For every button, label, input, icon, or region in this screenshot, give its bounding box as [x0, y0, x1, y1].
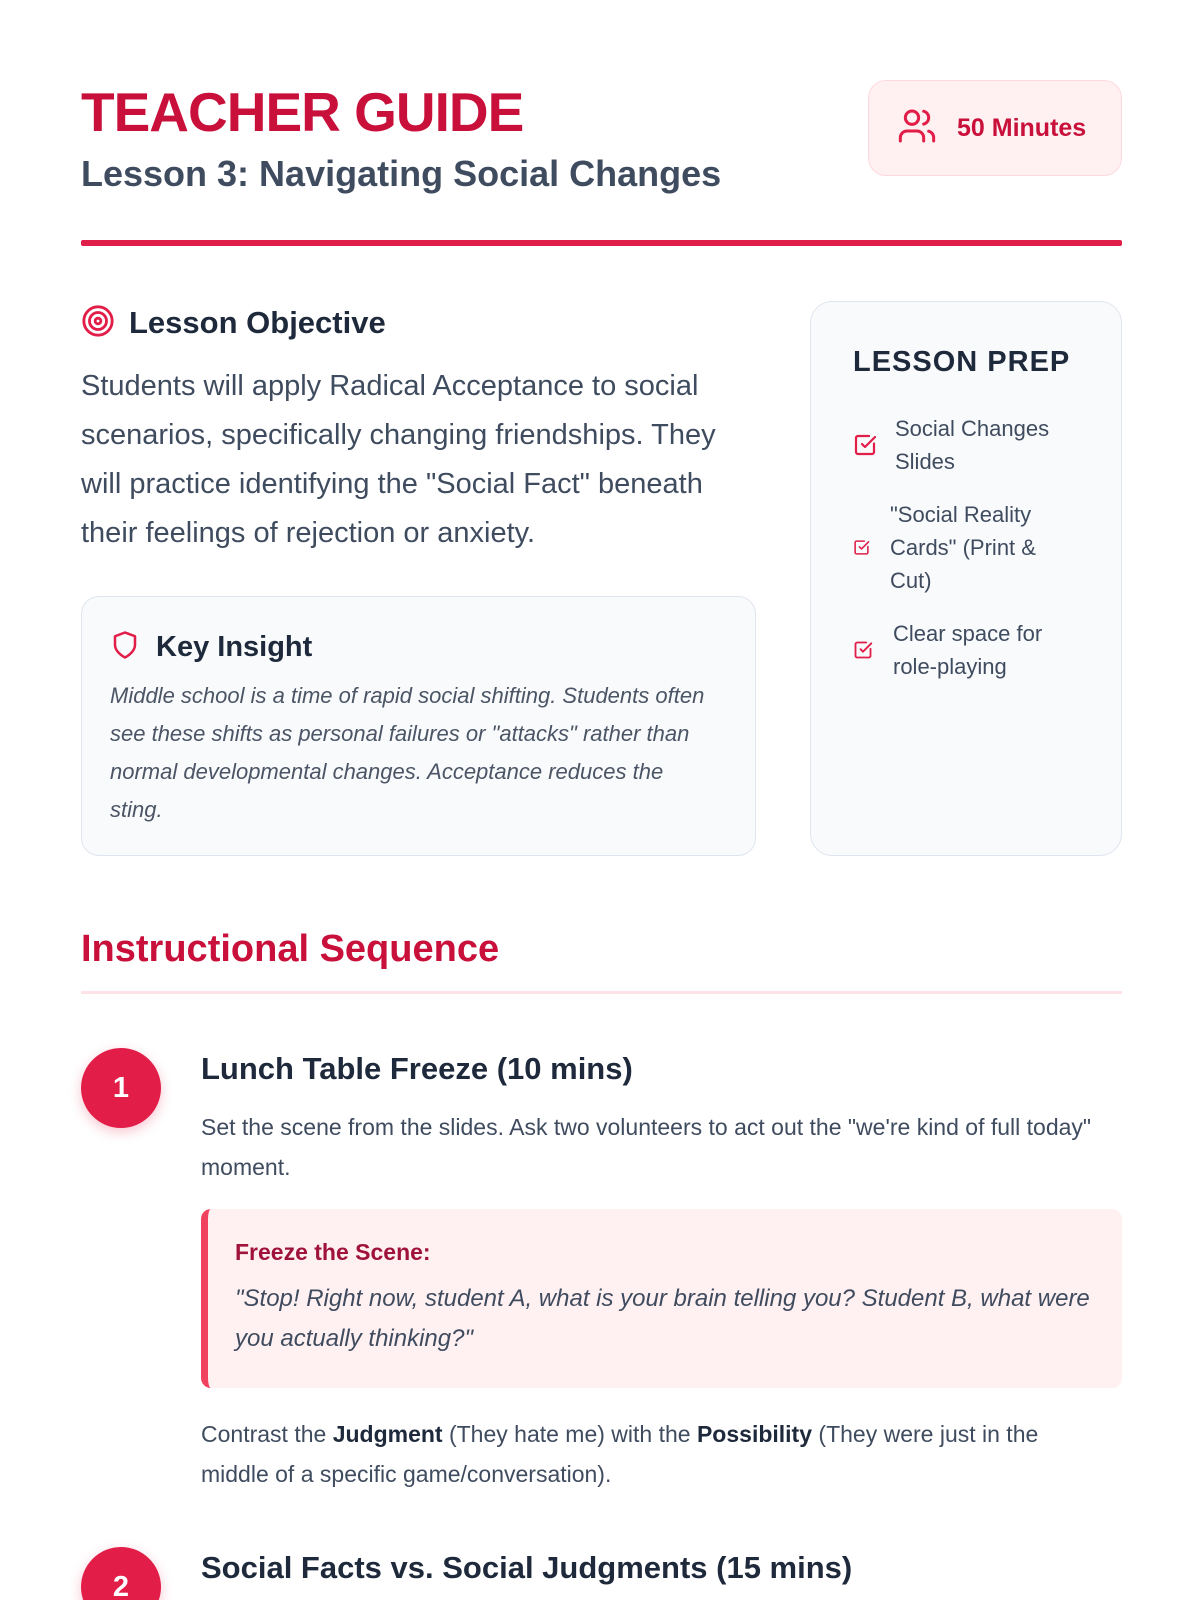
header-divider	[81, 240, 1122, 246]
step-text: Set the scene from the slides. Ask two volunteers to act out the "we're kind of full today" moment.	[201, 1114, 1092, 1180]
prep-item-label: "Social Reality Cards" (Print & Cut)	[890, 502, 1036, 593]
shield-icon	[110, 629, 140, 666]
prep-item	[853, 412, 1121, 478]
sequence-divider	[81, 991, 1122, 994]
key-insight-card	[81, 596, 756, 856]
lesson-objective	[81, 300, 761, 558]
prep-heading: LESSON PREP	[853, 346, 1071, 378]
step-title: Social Facts vs. Social Judgments (15 mins)	[201, 1550, 853, 1585]
step-title: Lunch Table Freeze (10 mins)	[201, 1051, 633, 1086]
lesson-subtitle: Lesson 3: Navigating Social Changes	[81, 153, 722, 194]
prep-item-label: Clear space for role-playing	[893, 621, 1043, 679]
page-title: TEACHER GUIDE	[81, 81, 524, 143]
sequence-heading: Instructional Sequence	[81, 928, 500, 970]
checkbox-check-icon	[853, 640, 873, 660]
step-number-badge: 2	[81, 1547, 161, 1600]
prep-item	[853, 617, 1121, 683]
prep-item-label: Social Changes Slides	[895, 416, 1050, 474]
callout-label: Freeze the Scene:	[235, 1239, 431, 1265]
checkbox-check-icon	[853, 433, 877, 457]
contrast-text	[201, 1414, 1106, 1494]
prep-list	[853, 412, 1121, 683]
users-icon	[897, 106, 937, 151]
contrast-middle: (They hate me) with the	[442, 1421, 697, 1447]
lesson-prep-card	[810, 301, 1122, 856]
objective-heading: Lesson Objective	[129, 305, 386, 340]
insight-heading-row	[110, 627, 727, 667]
target-icon	[81, 304, 115, 343]
insight-heading: Key Insight	[156, 630, 313, 663]
header	[81, 80, 1122, 200]
freeze-callout	[201, 1209, 1122, 1388]
checkbox-check-icon	[853, 539, 870, 556]
duration-badge	[868, 80, 1122, 176]
callout-quote: "Stop! Right now, student A, what is your brain telling you? Student B, what were you actually thinking?"	[235, 1285, 1090, 1352]
step-number-badge: 1	[81, 1048, 161, 1128]
contrast-prefix: Contrast the	[201, 1421, 333, 1447]
objective-heading-row	[81, 300, 761, 346]
judgment-term: Judgment	[332, 1421, 443, 1447]
possibility-term: Possibility	[696, 1421, 813, 1447]
prep-item	[853, 498, 1121, 597]
objective-text: Students will apply Radical Acceptance to social scenarios, specifically changing friendships. They will practice identifying the "Social Fact" beneath their feelings of rejection or anxiety.	[81, 370, 716, 549]
teacher-guide-page	[81, 0, 1122, 1600]
duration-text: 50 Minutes	[957, 113, 1087, 142]
insight-text: Middle school is a time of rapid social shifting. Students often see these shifts as personal failures or "attacks" rather than normal developmental changes. Acceptance reduces the sting.	[110, 683, 705, 822]
contrast-suffix: (They were just in the middle of a specific game/conversation).	[201, 1421, 1039, 1487]
